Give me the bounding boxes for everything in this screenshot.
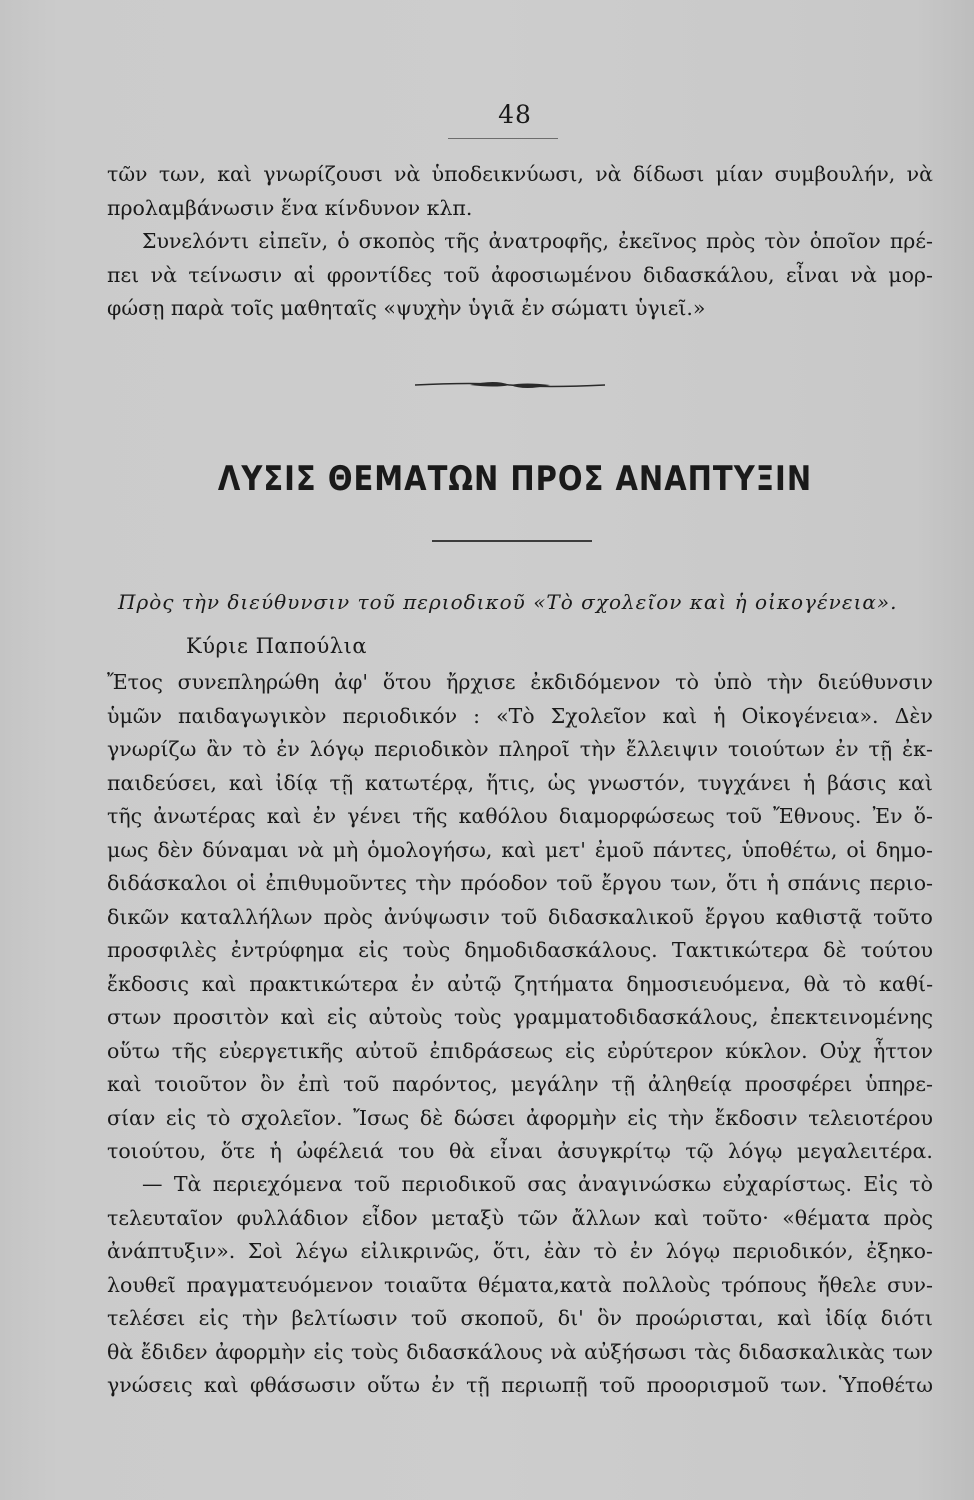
text-line: φώσῃ παρὰ τοῖς μαθηταῖς «ψυχὴν ὑγιᾶ ἐν σώματι ὑγιεῖ.» (107, 296, 706, 320)
text-line: Ἔτος συνεπληρώθη ἀφ' ὅτου ἤρχισε ἐκδιδόμενον τὸ ὑπὸ τὴν διεύθυνσιν (107, 670, 933, 694)
text-line: Συνελόντι εἰπεῖν, ὁ σκοπὸς τῆς ἀνατροφῆς, ἐκεῖνος πρὸς τὸν ὁποῖον πρέ- (142, 229, 933, 253)
text-line: πει νὰ τείνωσιν αἱ φροντίδες τοῦ ἀφοσιωμένου διδασκάλου, εἶναι νὰ μορ- (107, 262, 933, 287)
section-heading: ΛΥΣΙΣ ΘΕΜΑΤΩΝ ΠΡΟΣ ΑΝΑΠΤΥΞΙΝ (217, 458, 813, 499)
text-line: λουθεῖ πραγματευόμενον τοιαῦτα θέματα,κατὰ πολλοὺς τρόπους ἤθελε συν- (107, 1272, 933, 1297)
text-line: προσφιλὲς ἐντρύφημα εἰς τοὺς δημοδιδασκάλους. Τακτικώτερα δὲ τούτου (107, 938, 933, 962)
text-line: τελέσει εἰς τὴν βελτίωσιν τοῦ σκοποῦ, δι' ὃν προώρισται, καὶ ἰδίᾳ διότι (107, 1306, 933, 1330)
text-line: καὶ τοιοῦτον ὂν ἐπὶ τοῦ παρόντος, μεγάλην τῇ ἀληθείᾳ προσφέρει ὑπηρε- (107, 1072, 933, 1096)
text-line: μως δὲν δύναμαι νὰ μὴ ὁμολογήσω, καὶ μετ' ἐμοῦ πάντες, ὑποθέτω, οἱ δημο- (107, 837, 933, 862)
text-line: τῆς ἀνωτέρας καὶ ἐν γένει τῆς καθόλου διαμορφώσεως τοῦ Ἔθνους. Ἐν ὅ- (107, 804, 933, 828)
text-line: δικῶν καταλλήλων πρὸς ἀνύψωσιν τοῦ διδασκαλικοῦ ἔργου καθιστᾷ τοῦτο (107, 904, 933, 929)
top-paragraph (107, 158, 933, 326)
text-line: γνώσεις καὶ φθάσωσιν οὕτω ἐν τῇ περιωπῇ τοῦ προορισμοῦ των. Ὑποθέτω (107, 1373, 933, 1397)
text-line: ὑμῶν παιδαγωγικὸν περιοδικόν : «Τὸ Σχολεῖον καὶ ἡ Οἰκογένεια». Δὲν (107, 703, 933, 728)
heading-underline (432, 540, 592, 542)
text-line: ἀνάπτυξιν». Σοὶ λέγω εἰλικρινῶς, ὅτι, ἐὰν τὸ ἐν λόγῳ περιοδικόν, ἐξηκο- (107, 1239, 933, 1263)
letter-paragraph-2 (107, 1168, 933, 1403)
text-line: σίαν εἰς τὸ σχολεῖον. Ἴσως δὲ δώσει ἀφορμὴν εἰς τὴν ἔκδοσιν τελειοτέρου (107, 1105, 933, 1130)
text-line: τελευταῖον φυλλάδιον εἶδον μεταξὺ τῶν ἄλλων καὶ τοῦτο· «θέματα πρὸς (107, 1205, 933, 1230)
letter-paragraph-1 (107, 666, 933, 1169)
text-line: τοιούτου, ὅτε ἡ ὠφέλειά του θὰ εἶναι ἀσυγκρίτῳ τῷ λόγῳ μεγαλειτέρα. (107, 1139, 933, 1163)
salutation: Κύριε Παπούλια (186, 634, 368, 658)
text-line: παιδεύσει, καὶ ἰδίᾳ τῇ κατωτέρᾳ, ἥτις, ὡς γνωστόν, τυγχάνει ἡ βάσις καὶ (107, 770, 933, 795)
address-line: Πρὸς τὴν διεύθυνσιν τοῦ περιοδικοῦ «Τὸ σχολεῖον καὶ ἡ οἰκογένεια». (118, 590, 898, 614)
text-line: προλαμβάνωσιν ἕνα κίνδυνον κλπ. (107, 195, 473, 220)
text-line: θὰ ἔδιδεν ἀφορμὴν εἰς τοὺς διδασκάλους νὰ αὐξήσωσι τὰς διδασκαλικὰς των (107, 1339, 933, 1364)
text-line: γνωρίζω ἂν τὸ ἐν λόγῳ περιοδικὸν πληροῖ τὴν ἔλλειψιν τοιούτων ἐν τῇ ἐκ- (107, 737, 933, 761)
text-line: διδάσκαλοι οἱ ἐπιθυμοῦντες τὴν πρόοδον τοῦ ἔργου των, ὅτι ἡ σπάνις περιο- (107, 871, 933, 895)
text-line: — Τὰ περιεχόμενα τοῦ περιοδικοῦ σας ἀναγινώσκω εὐχαρίστως. Εἰς τὸ (142, 1172, 933, 1196)
text-line: τῶν των, καὶ γνωρίζουσι νὰ ὑποδεικνύωσι, νὰ δίδωσι μίαν συμβουλήν, νὰ (107, 162, 933, 186)
page-number-underline (448, 138, 558, 139)
text-line: ἔκδοσις καὶ πρακτικώτερα ἐν αὐτῷ ζητήματα δημοσιευόμενα, θὰ τὸ καθί- (107, 971, 933, 996)
text-line: στων προσιτὸν καὶ εἰς αὐτοὺς τοὺς γραμματοδιδασκάλους, ἐπεκτεινομένης (107, 1005, 933, 1029)
ornamental-divider (415, 376, 605, 394)
text-line: οὕτω τῆς εὐεργετικῆς αὐτοῦ ἐπιδράσεως εἰς εὐρύτερον κύκλον. Οὐχ ἧττον (107, 1038, 933, 1063)
page-number: 48 (498, 100, 532, 129)
